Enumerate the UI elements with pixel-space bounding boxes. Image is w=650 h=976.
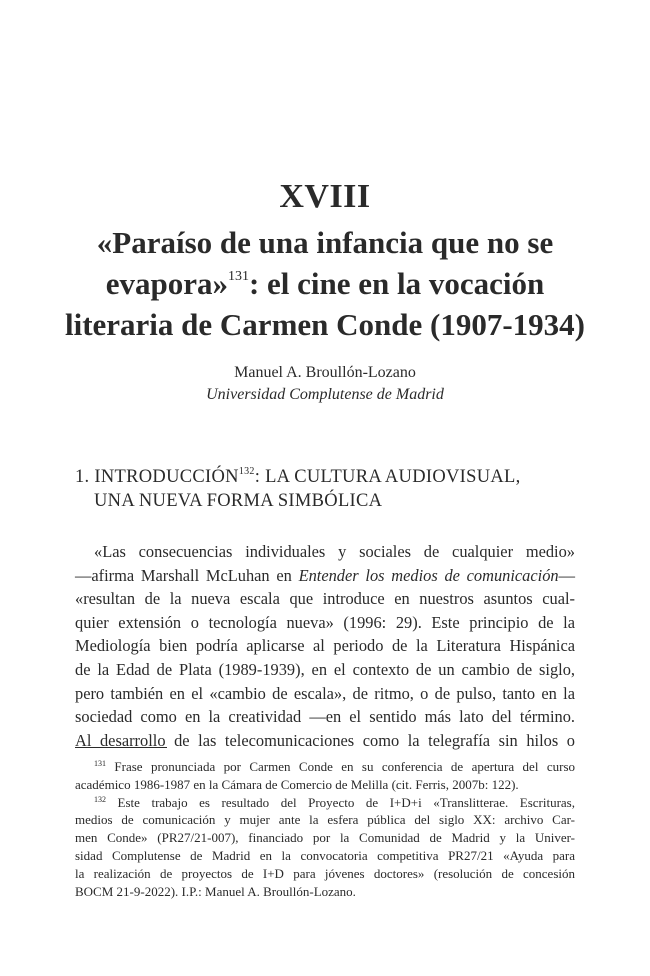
body-line: pero también en el «cambio de escala», de ritmo, o de pulso, tanto en la [75, 683, 575, 703]
footnote-text: Frase pronunciada por Carmen Conde en su conferencia de apertura del curso [106, 759, 575, 774]
footnote-132-line: sidad Complutense de Madrid en la convocatoria competitiva PR27/21 «Ayuda para [75, 847, 575, 863]
footnote-132-line: BOCM 21-9-2022). I.P.: Manuel A. Broullón-Lozano. [75, 883, 356, 899]
body-line: «resultan de la nueva escala que introduce en nuestros asuntos cual- [75, 589, 575, 609]
footnote-ref-132[interactable]: 132 [238, 466, 255, 477]
footnotes [75, 758, 575, 900]
body-line: «Las consecuencias individuales y sociales de cualquier medio» [94, 542, 575, 561]
footnote-132-line [75, 794, 575, 812]
section-heading-line-2: UNA NUEVA FORMA SIMBÓLICA [94, 491, 383, 511]
body-line: Al desarrollo de las telecomunicaciones como la telegrafía sin hilos o [75, 730, 575, 750]
section-heading-part-a: 1. INTRODUCCIÓN [75, 467, 239, 487]
footnote-132-line: medios de comunicación y mujer ante la esfera pública del siglo XX: archivo Car- [75, 812, 575, 828]
body-line [75, 564, 575, 588]
body-line-text: — [558, 565, 575, 585]
author-affiliation: Universidad Complutense de Madrid [206, 386, 444, 403]
book-title-italic: Entender los medios de comunicación [298, 565, 559, 585]
chapter-title-line-2b: : el cine en la vocación [248, 266, 545, 301]
chapter-number: XVIII [279, 178, 371, 215]
footnote-text: Este trabajo es resultado del Proyecto de I+D+i «Translitterae. Escrituras, [106, 794, 575, 810]
body-line: quier extensión o tecnología nueva» (1996: 29). Este principio de la [75, 612, 575, 632]
chapter-title [60, 222, 590, 345]
chapter-title-line-3: literaria de Carmen Conde (1907-1934) [64, 307, 585, 342]
author-name: Manuel A. Broullón-Lozano [234, 364, 416, 381]
footnote-separator [75, 747, 167, 748]
footnote-132-line: la realización de proyectos de I+D para jóvenes doctores» (resolución de concesión [75, 865, 575, 881]
section-heading [75, 465, 575, 513]
footnote-number-132: 132 [94, 794, 106, 804]
body-line: sociedad como en la creatividad —en el sentido más lato del término. [75, 707, 575, 727]
section-heading-part-b: : LA CULTURA AUDIOVISUAL, [254, 467, 521, 487]
body-line: de la Edad de Plata (1989-1939), en el contexto de un cambio de siglo, [75, 659, 575, 679]
body-line: Mediología bien podría aplicarse al periodo de la Literatura Hispánica [75, 636, 575, 656]
chapter-title-line-2a: evapora» [105, 266, 228, 301]
footnote-131-line: académico 1986-1987 en la Cámara de Comercio de Melilla (cit. Ferris, 2007b: 122). [75, 776, 519, 792]
body-line-text: —afirma Marshall McLuhan en [75, 565, 299, 585]
chapter-title-line-1: «Paraíso de una infancia que no se [96, 225, 554, 260]
footnote-132-line: men Conde» (PR27/21-007), financiado por la Comunidad de Madrid y la Univer- [75, 830, 575, 846]
footnote-ref-131[interactable]: 131 [227, 269, 249, 284]
body-paragraph [75, 540, 575, 752]
footnote-131-line [75, 758, 575, 776]
footnote-number-131: 131 [94, 759, 106, 768]
